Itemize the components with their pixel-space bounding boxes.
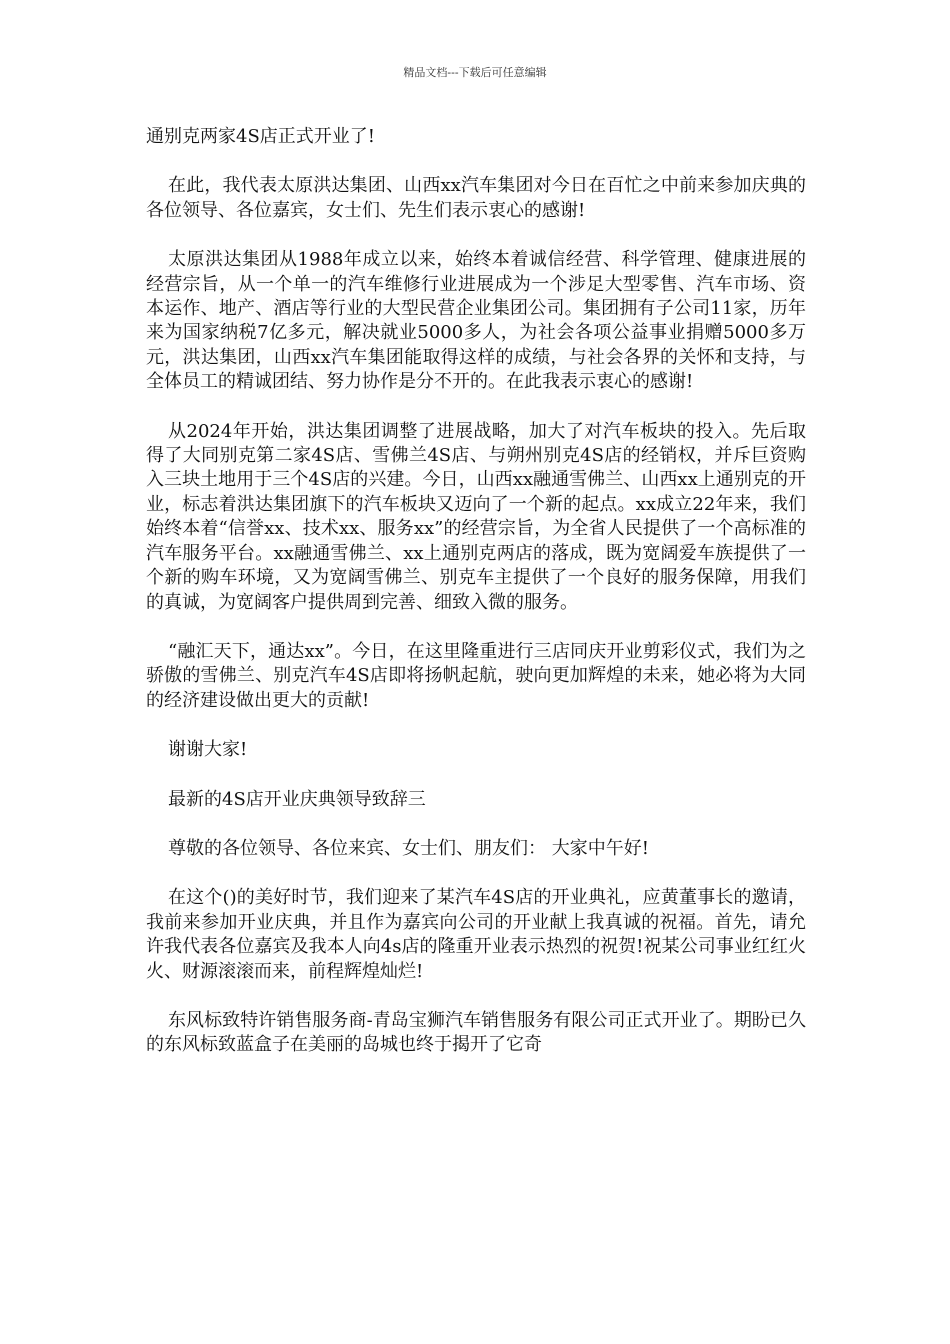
page-header: 精品文档---下载后可任意编辑 bbox=[403, 66, 547, 79]
paragraph-greeting: 尊敬的各位领导、各位来宾、女士们、朋友们： 大家中午好! bbox=[168, 837, 649, 859]
paragraph-strategy: 从2024年开始，洪达集团调整了进展战略，加大了对汽车板块的投入。先后取得了大同别克第二家4S店、雪佛兰4S店、与朔州别克4S店的经销权，并斥巨资购入三块土地用于三个4S店的兴建。今日，山西xx融通雪佛兰、山西xx上通别克的开业，标志着洪达集团旗下的汽车板块又迈向了一个新的起点。xx成立22年来，我们始终本着“信誉xx、技术xx、服务xx”的经营宗旨，为全省人民提供了一个高标准的汽车服务平台。xx融通雪佛兰、xx上通别克两店的落成，既为宽阔爱车族提供了一个新的购车环境，又为宽阔雪佛兰、别克车主提供了一个良好的服务保障，用我们的真诚，为宽阔客户提供周到完善、细致入微的服务。 bbox=[146, 420, 806, 613]
paragraph-opening-line: 通别克两家4S店正式开业了! bbox=[146, 126, 376, 147]
section-heading: 最新的4S店开业庆典领导致辞三 bbox=[168, 788, 426, 810]
paragraph-peugeot-opening: 东风标致特许销售服务商-青岛宝狮汽车销售服务有限公司正式开业了。期盼已久的东风标致蓝盒子在美丽的岛城也终于揭开了它奇 bbox=[146, 1009, 806, 1056]
paragraph-thanks: 在此，我代表太原洪达集团、山西xx汽车集团对今日在百忙之中前来参加庆典的各位领导、各位嘉宾，女士们、先生们表示衷心的感谢! bbox=[146, 175, 806, 221]
paragraph-group-history: 太原洪达集团从1988年成立以来，始终本着诚信经营、科学管理、健康进展的经营宗旨，从一个单一的汽车维修行业进展成为一个涉足大型零售、汽车市场、资本运作、地产、酒店等行业的大型民营企业集团公司。集团拥有子公司11家，历年来为国家纳税7亿多元，解决就业5000多人，为社会各项公益事业捐赠5000多万元，洪达集团，山西xx汽车集团能取得这样的成绩，与社会各界的关怀和支持，与全体员工的精诚团结、努力协作是分不开的。在此我表示衷心的感谢! bbox=[146, 249, 806, 393]
document-body bbox=[146, 125, 806, 1083]
paragraph-congratulations: 在这个()的美好时节，我们迎来了某汽车4S店的开业典礼，应黄董事长的邀请，我前来参加开业庆典，并且作为嘉宾向公司的开业献上我真诚的祝福。首先，请允许我代表各位嘉宾及我本人向4s店的隆重开业表示热烈的祝贺!祝某公司事业红红火火、财源滚滚而来，前程辉煌灿烂! bbox=[146, 887, 806, 982]
paragraph-closing-thanks: 谢谢大家! bbox=[168, 739, 248, 761]
paragraph-ceremony: “融汇天下，通达xx”。今日，在这里隆重进行三店同庆开业剪彩仪式，我们为之骄傲的雪佛兰、别克汽车4S店即将扬帆起航，驶向更加辉煌的未来，她必将为大同的经济建设做出更大的贡献! bbox=[146, 640, 806, 711]
